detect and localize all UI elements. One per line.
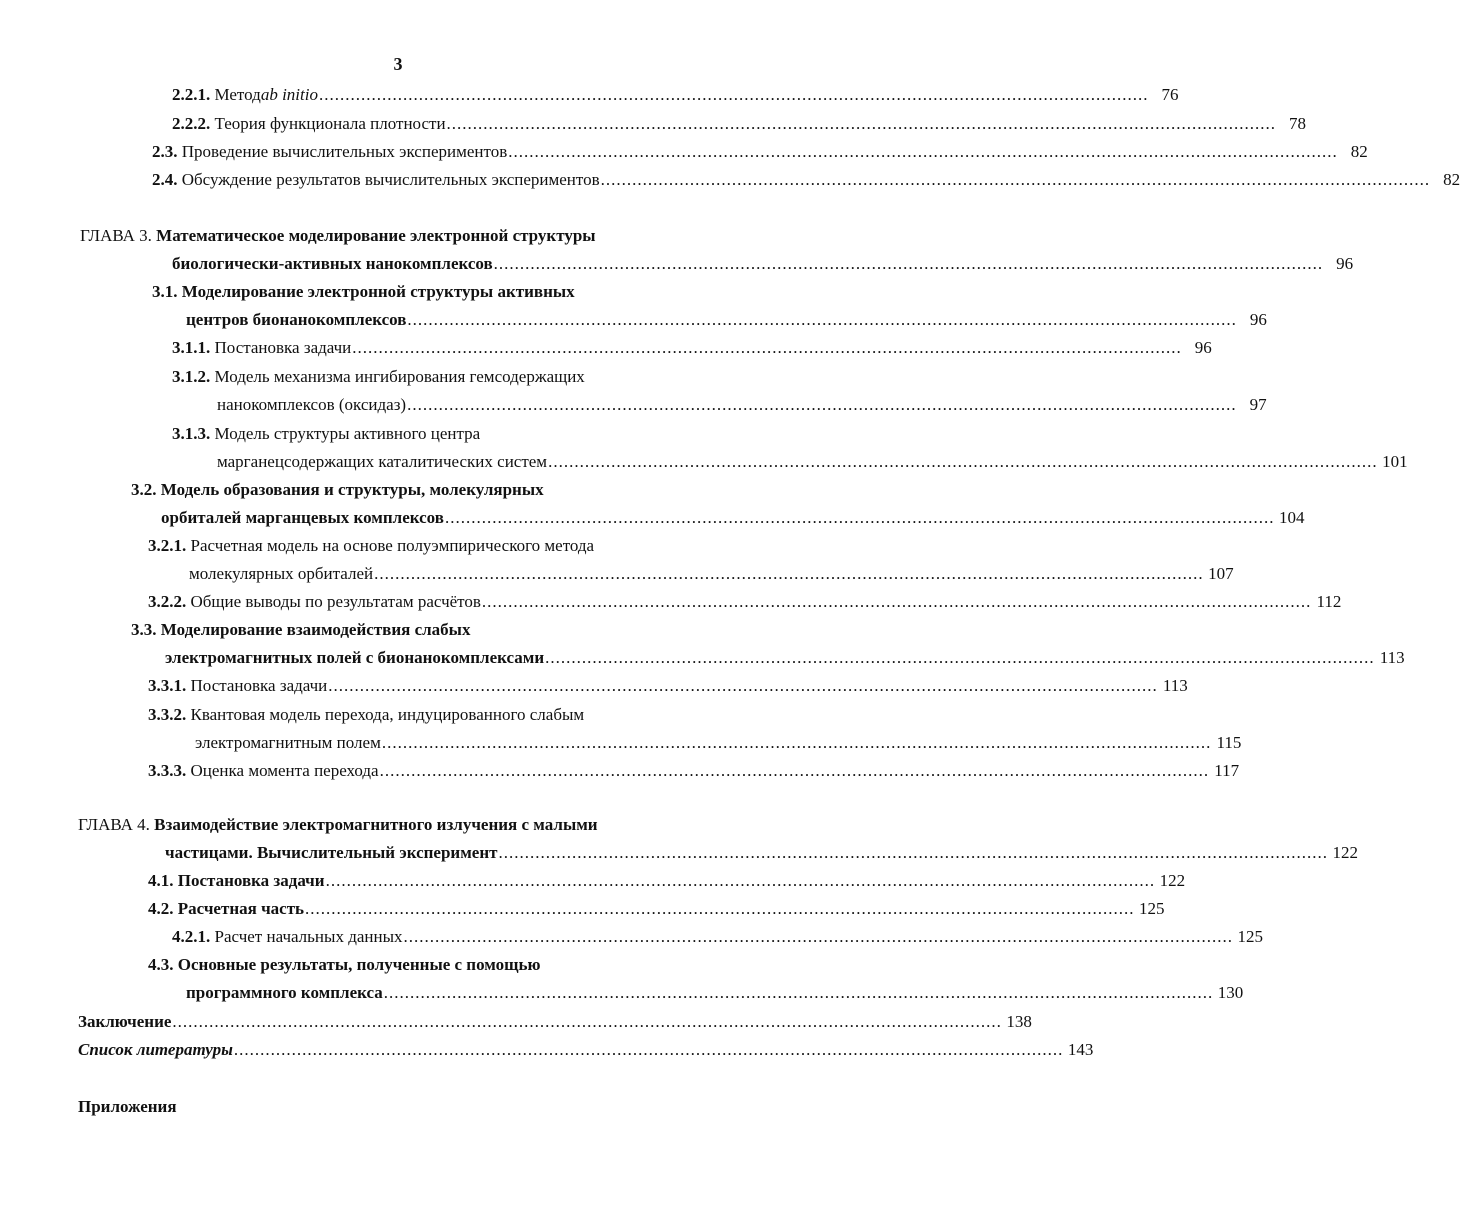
section-number: 4.3. — [148, 955, 174, 974]
leader-dots: .............................................................................................................................................................. — [407, 395, 1237, 414]
page-ref: 112 — [1316, 592, 1342, 611]
page-number: 3 — [393, 54, 403, 74]
section-title-line2: электромагнитных полей с бионанокомплексами — [165, 648, 545, 667]
toc-entry-chapter-3 — [172, 253, 1354, 275]
section-number: 2.4. — [152, 170, 178, 189]
leader-dots: .............................................................................................................................................................. — [318, 85, 1149, 104]
toc-entry-4-2-1 — [172, 926, 1264, 948]
section-number: 3.2.1. — [148, 536, 187, 555]
toc-entry-2-3 — [152, 141, 1368, 163]
section-number: 3.2. — [131, 480, 157, 499]
toc-entry-chapter-4 — [165, 842, 1358, 864]
section-3-3-2-line1 — [148, 704, 584, 726]
section-number: 2.3. — [152, 142, 178, 161]
chapter-title-line2: биологически-активных нанокомплексов — [172, 254, 493, 273]
section-title-line1: Моделирование электронной структуры активных — [181, 282, 575, 301]
section-3-3-line1 — [131, 619, 470, 641]
page-ref: 96 — [1336, 254, 1354, 273]
page-ref: 76 — [1161, 85, 1179, 104]
section-number: 2.2.1. — [172, 85, 211, 104]
toc-entry-4-3 — [186, 982, 1244, 1004]
toc-entry-3-2-2 — [148, 591, 1342, 613]
section-3-2-1-line1 — [148, 535, 594, 557]
section-title: Расчетная часть — [177, 899, 305, 918]
section-title-line2: нанокомплексов (оксидаз) — [217, 395, 407, 414]
page-ref: 78 — [1289, 114, 1307, 133]
page-ref: 125 — [1139, 899, 1165, 918]
section-title-line2: молекулярных орбиталей — [189, 564, 374, 583]
section-title-line2: центров бионанокомплексов — [186, 310, 407, 329]
section-number: 4.1. — [148, 871, 174, 890]
page-ref: 113 — [1162, 676, 1188, 695]
page-ref: 96 — [1194, 338, 1212, 357]
page-ref: 122 — [1332, 843, 1358, 862]
page-ref: 117 — [1214, 761, 1240, 780]
page-ref: 101 — [1382, 452, 1408, 471]
section-title-line1: Моделирование взаимодействия слабых — [160, 620, 471, 639]
leader-dots: .............................................................................................................................................................. — [172, 1012, 1002, 1031]
chapter-title-line2: частицами. Вычислительный эксперимент — [165, 843, 498, 862]
leader-dots: .............................................................................................................................................................. — [233, 1040, 1064, 1059]
leader-dots: .............................................................................................................................................................. — [407, 310, 1237, 329]
toc-entry-3-3 — [165, 647, 1405, 669]
page-ref: 82 — [1350, 142, 1368, 161]
chapter-label: ГЛАВА 4. — [78, 815, 150, 834]
section-title: Общие выводы по результатам расчётов — [190, 592, 481, 611]
section-title-italic: ab initio — [260, 85, 318, 104]
section-number: 3.1. — [152, 282, 178, 301]
page-ref: 107 — [1208, 564, 1234, 583]
section-title: Расчет начальных данных — [214, 927, 403, 946]
toc-entry-3-1-2 — [217, 394, 1267, 416]
section-title: Теория функционала плотности — [214, 114, 446, 133]
toc-entry-2-2-1 — [172, 84, 1179, 106]
chapter-3-heading — [80, 225, 596, 247]
chapter-title-line1: Взаимодействие электромагнитного излучения с малыми — [154, 815, 598, 834]
section-title-line1: Квантовая модель перехода, индуцированного слабым — [190, 705, 585, 724]
section-title-line1: Модель механизма ингибирования гемсодержащих — [214, 367, 585, 386]
leader-dots: .............................................................................................................................................................. — [325, 871, 1156, 890]
leader-dots: .............................................................................................................................................................. — [600, 170, 1431, 189]
page-ref: 113 — [1379, 648, 1405, 667]
section-number: 2.2.2. — [172, 114, 211, 133]
page-ref: 82 — [1443, 170, 1460, 189]
leader-dots: .............................................................................................................................................................. — [508, 142, 1338, 161]
leader-dots: .............................................................................................................................................................. — [328, 676, 1158, 695]
section-number: 3.3. — [131, 620, 157, 639]
section-title: Постановка задачи — [214, 338, 352, 357]
leader-dots: .............................................................................................................................................................. — [403, 927, 1234, 946]
section-3-1-2-line1 — [172, 366, 585, 388]
chapter-label: ГЛАВА 3. — [80, 226, 152, 245]
leader-dots: .............................................................................................................................................................. — [548, 452, 1378, 471]
leader-dots: .............................................................................................................................................................. — [379, 761, 1210, 780]
toc-entry-3-3-1 — [148, 675, 1188, 697]
leader-dots: .............................................................................................................................................................. — [305, 899, 1135, 918]
page-ref: 122 — [1159, 871, 1186, 890]
section-3-1-3-line1 — [172, 423, 480, 445]
section-number: 3.1.2. — [172, 367, 211, 386]
page-ref: 125 — [1237, 927, 1264, 946]
section-3-1-line1 — [152, 281, 575, 303]
section-number: 3.3.2. — [148, 705, 187, 724]
section-title-prefix: Метод — [214, 85, 261, 104]
leader-dots: .............................................................................................................................................................. — [381, 733, 1212, 752]
page-ref: 115 — [1216, 733, 1242, 752]
leader-dots: .............................................................................................................................................................. — [446, 114, 1277, 133]
toc-entry-2-4 — [152, 169, 1460, 191]
toc-entry-references — [78, 1039, 1094, 1061]
section-title-line1: Расчетная модель на основе полуэмпирического метода — [190, 536, 595, 555]
section-title: Постановка задачи — [190, 676, 328, 695]
conclusion-title: Заключение — [78, 1012, 172, 1031]
page-ref: 104 — [1278, 508, 1305, 527]
appendix-heading: Приложения — [78, 1097, 177, 1116]
toc-entry-3-2-1 — [189, 563, 1234, 585]
toc-entry-4-2 — [148, 898, 1165, 920]
page-ref: 138 — [1006, 1012, 1032, 1031]
toc-entry-3-1-1 — [172, 337, 1212, 359]
toc-entry-3-3-3 — [148, 760, 1240, 782]
section-number: 3.3.1. — [148, 676, 187, 695]
section-title: Обсуждение результатов вычислительных экспериментов — [181, 170, 600, 189]
leader-dots: .............................................................................................................................................................. — [374, 564, 1204, 583]
toc-entry-4-1 — [148, 870, 1186, 892]
toc-entry-2-2-2 — [172, 113, 1307, 135]
chapter-title-line1: Математическое моделирование электронной структуры — [156, 226, 596, 245]
section-number: 4.2. — [148, 899, 174, 918]
section-number: 4.2.1. — [172, 927, 211, 946]
leader-dots: .............................................................................................................................................................. — [481, 592, 1312, 611]
page-ref: 96 — [1249, 310, 1267, 329]
section-title-line1: Основные результаты, полученные с помощью — [177, 955, 541, 974]
page-ref: 130 — [1217, 983, 1244, 1002]
section-4-3-line1 — [148, 954, 540, 976]
toc-entry-3-1 — [186, 309, 1267, 331]
references-title: Список литературы — [78, 1040, 233, 1059]
leader-dots: .............................................................................................................................................................. — [352, 338, 1182, 357]
section-title: Проведение вычислительных экспериментов — [181, 142, 508, 161]
section-title-line2: орбиталей марганцевых комплексов — [161, 508, 444, 527]
toc-entry-conclusion — [78, 1011, 1032, 1033]
leader-dots: .............................................................................................................................................................. — [493, 254, 1324, 273]
section-number: 3.1.3. — [172, 424, 211, 443]
section-title-line2: программного комплекса — [186, 983, 383, 1002]
section-title: Постановка задачи — [177, 871, 325, 890]
toc-entry-3-2 — [161, 507, 1305, 529]
toc-entry-3-3-2 — [195, 732, 1242, 754]
page-ref: 143 — [1067, 1040, 1094, 1059]
leader-dots: .............................................................................................................................................................. — [545, 648, 1375, 667]
chapter-4-heading — [78, 814, 598, 836]
section-title: Оценка момента перехода — [190, 761, 379, 780]
section-number: 3.1.1. — [172, 338, 211, 357]
section-title-line2: марганецсодержащих каталитических систем — [217, 452, 548, 471]
section-number: 3.2.2. — [148, 592, 187, 611]
section-number: 3.3.3. — [148, 761, 187, 780]
section-title-line1: Модель образования и структуры, молекулярных — [160, 480, 544, 499]
page-ref: 97 — [1249, 395, 1267, 414]
section-3-2-line1 — [131, 479, 544, 501]
leader-dots: .............................................................................................................................................................. — [444, 508, 1275, 527]
leader-dots: .............................................................................................................................................................. — [498, 843, 1328, 862]
leader-dots: .............................................................................................................................................................. — [383, 983, 1214, 1002]
toc-entry-3-1-3 — [217, 451, 1408, 473]
section-title-line1: Модель структуры активного центра — [214, 424, 481, 443]
section-title-line2: электромагнитным полем — [195, 733, 381, 752]
